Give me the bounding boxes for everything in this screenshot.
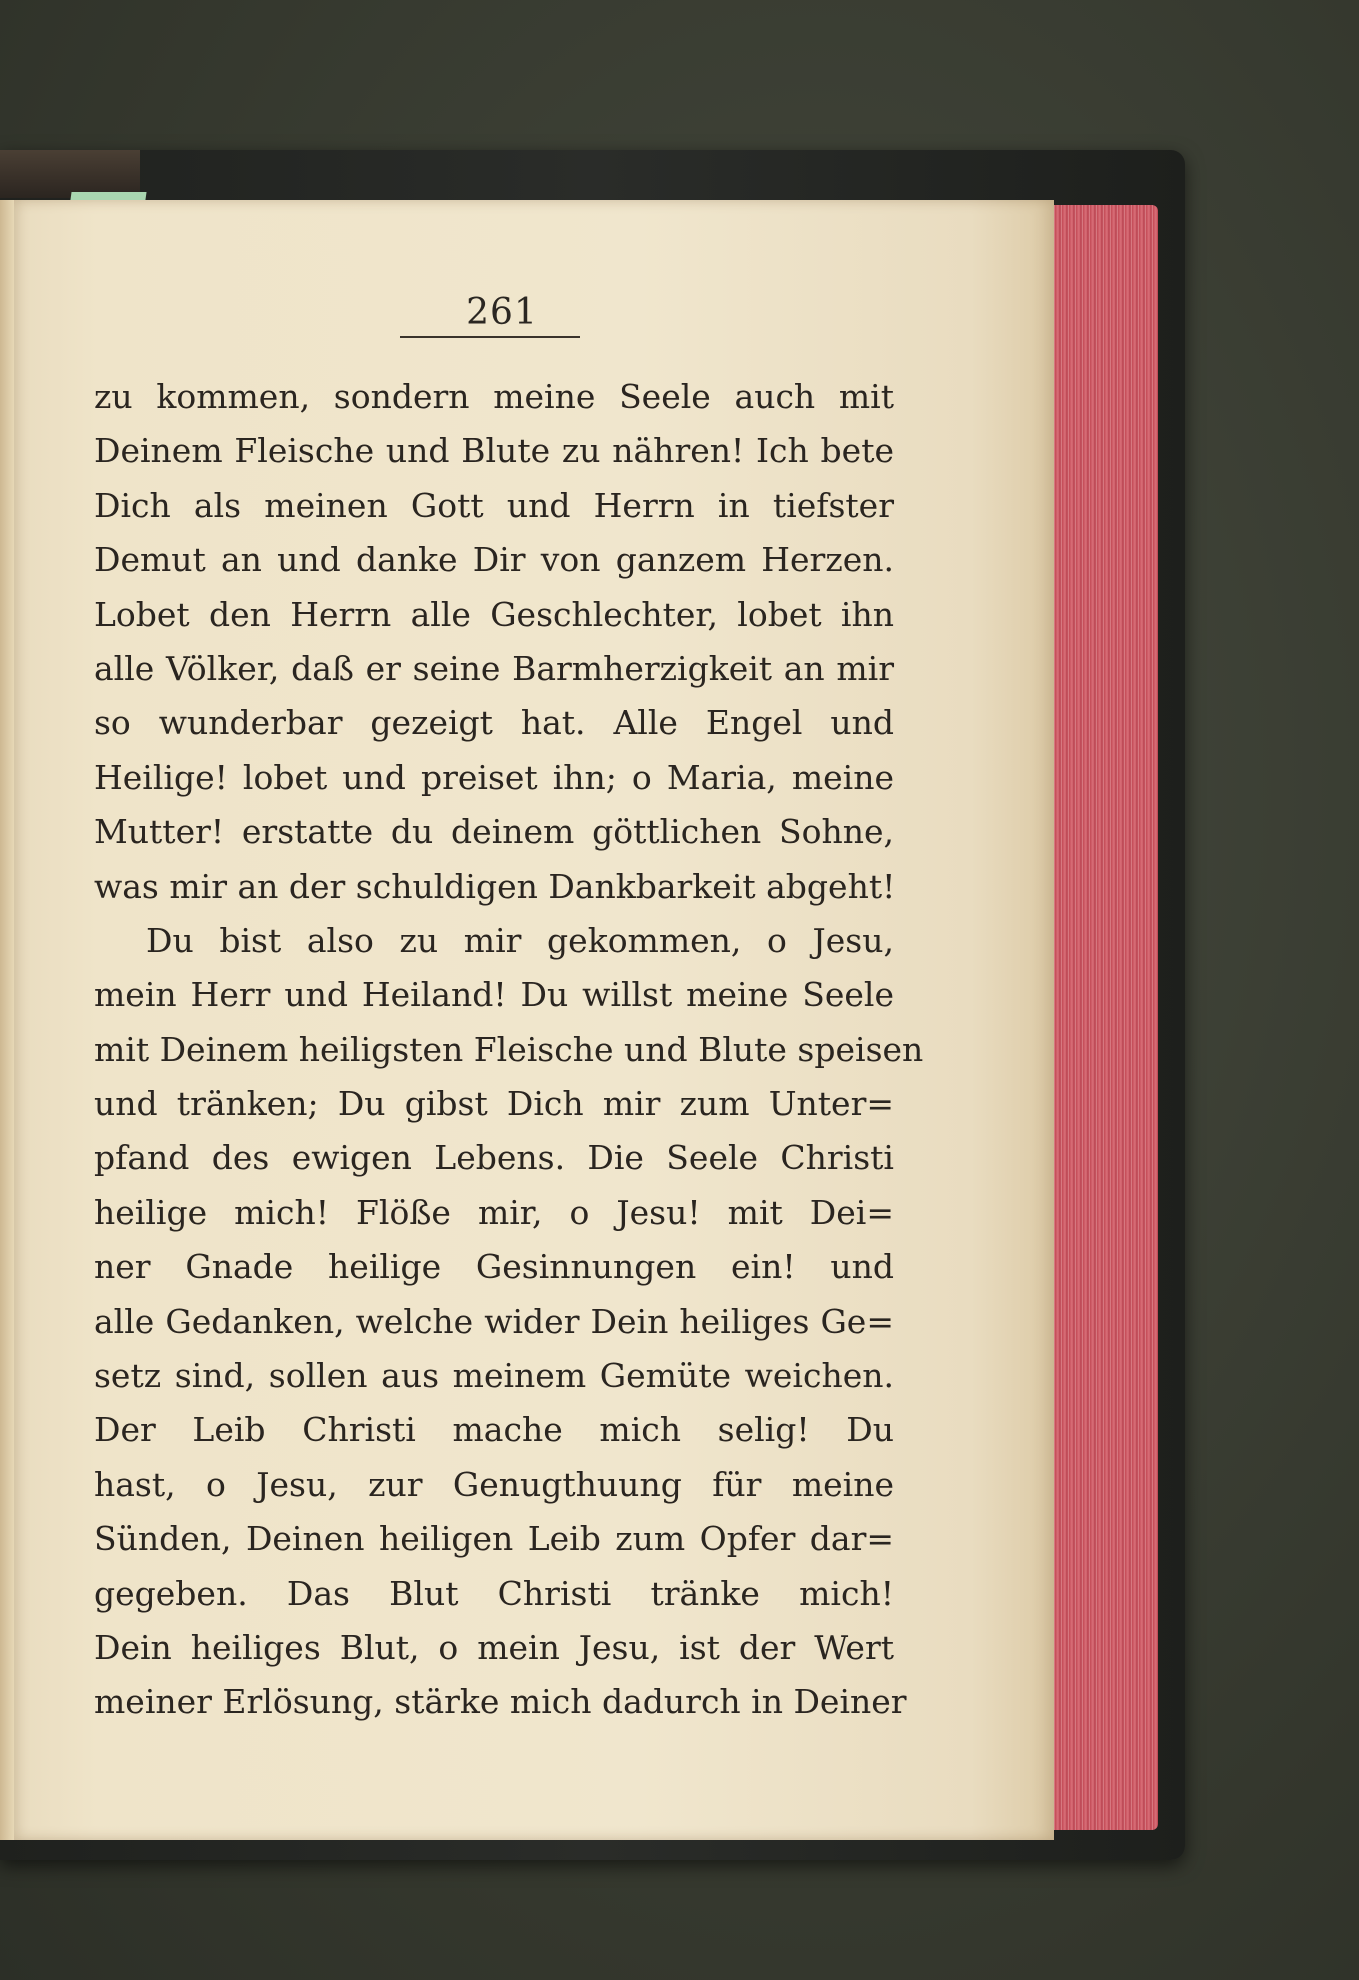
text-line: alle Völker, daß er seine Barmherzigkeit an mir [94, 648, 894, 688]
page-number: 261 [466, 292, 538, 333]
text-line: Dein heiliges Blut, o mein Jesu, ist der Wert [94, 1627, 894, 1667]
text-line: mein Herr und Heiland! Du willst meine Seele [94, 975, 894, 1015]
text-line: Lobet den Herrn alle Geschlechter, lobet ihn [94, 594, 894, 634]
text-line: was mir an der schuldigen Dankbarkeit abgeht! [94, 866, 896, 906]
page-edges [1048, 205, 1158, 1830]
text-line: mit Deinem heiligsten Fleische und Blute speisen [94, 1029, 924, 1069]
book-page [14, 200, 1054, 1840]
text-line: Deinem Fleische und Blute zu nähren! Ich bete [94, 431, 894, 471]
book-spine [0, 150, 140, 198]
left-page-edge [0, 200, 14, 1840]
text-line: setz sind, sollen aus meinem Gemüte weichen. [94, 1356, 894, 1396]
page-text [94, 370, 924, 1730]
text-line: Demut an und danke Dir von ganzem Herzen. [94, 540, 894, 580]
text-line: Mutter! erstatte du deinem göttlichen Sohne, [94, 812, 894, 852]
header-rule [400, 336, 580, 338]
text-line: alle Gedanken, welche wider Dein heiliges Ge= [94, 1301, 894, 1341]
text-line: zu kommen, sondern meine Seele auch mit [94, 377, 894, 416]
text-line: Du bist also zu mir gekommen, o Jesu, [146, 920, 894, 960]
text-line: ner Gnade heilige Gesinnungen ein! und [94, 1247, 894, 1287]
text-line: Der Leib Christi mache mich selig! Du [94, 1410, 894, 1450]
text-line: Sünden, Deinen heiligen Leib zum Opfer dar= [94, 1519, 894, 1559]
text-line: heilige mich! Flöße mir, o Jesu! mit Dei= [94, 1192, 894, 1232]
text-line: gegeben. Das Blut Christi tränke mich! [94, 1573, 894, 1613]
text-line: und tränken; Du gibst Dich mir zum Unter= [94, 1084, 894, 1124]
text-line: so wunderbar gezeigt hat. Alle Engel und [94, 703, 894, 743]
text-line: Dich als meinen Gott und Herrn in tiefster [94, 485, 894, 525]
text-line: pfand des ewigen Lebens. Die Seele Christi [94, 1138, 894, 1178]
text-line: meiner Erlösung, stärke mich dadurch in Deiner [94, 1682, 907, 1722]
text-line: hast, o Jesu, zur Genugthuung für meine [94, 1464, 894, 1504]
text-line: Heilige! lobet und preiset ihn; o Maria, meine [94, 757, 894, 797]
